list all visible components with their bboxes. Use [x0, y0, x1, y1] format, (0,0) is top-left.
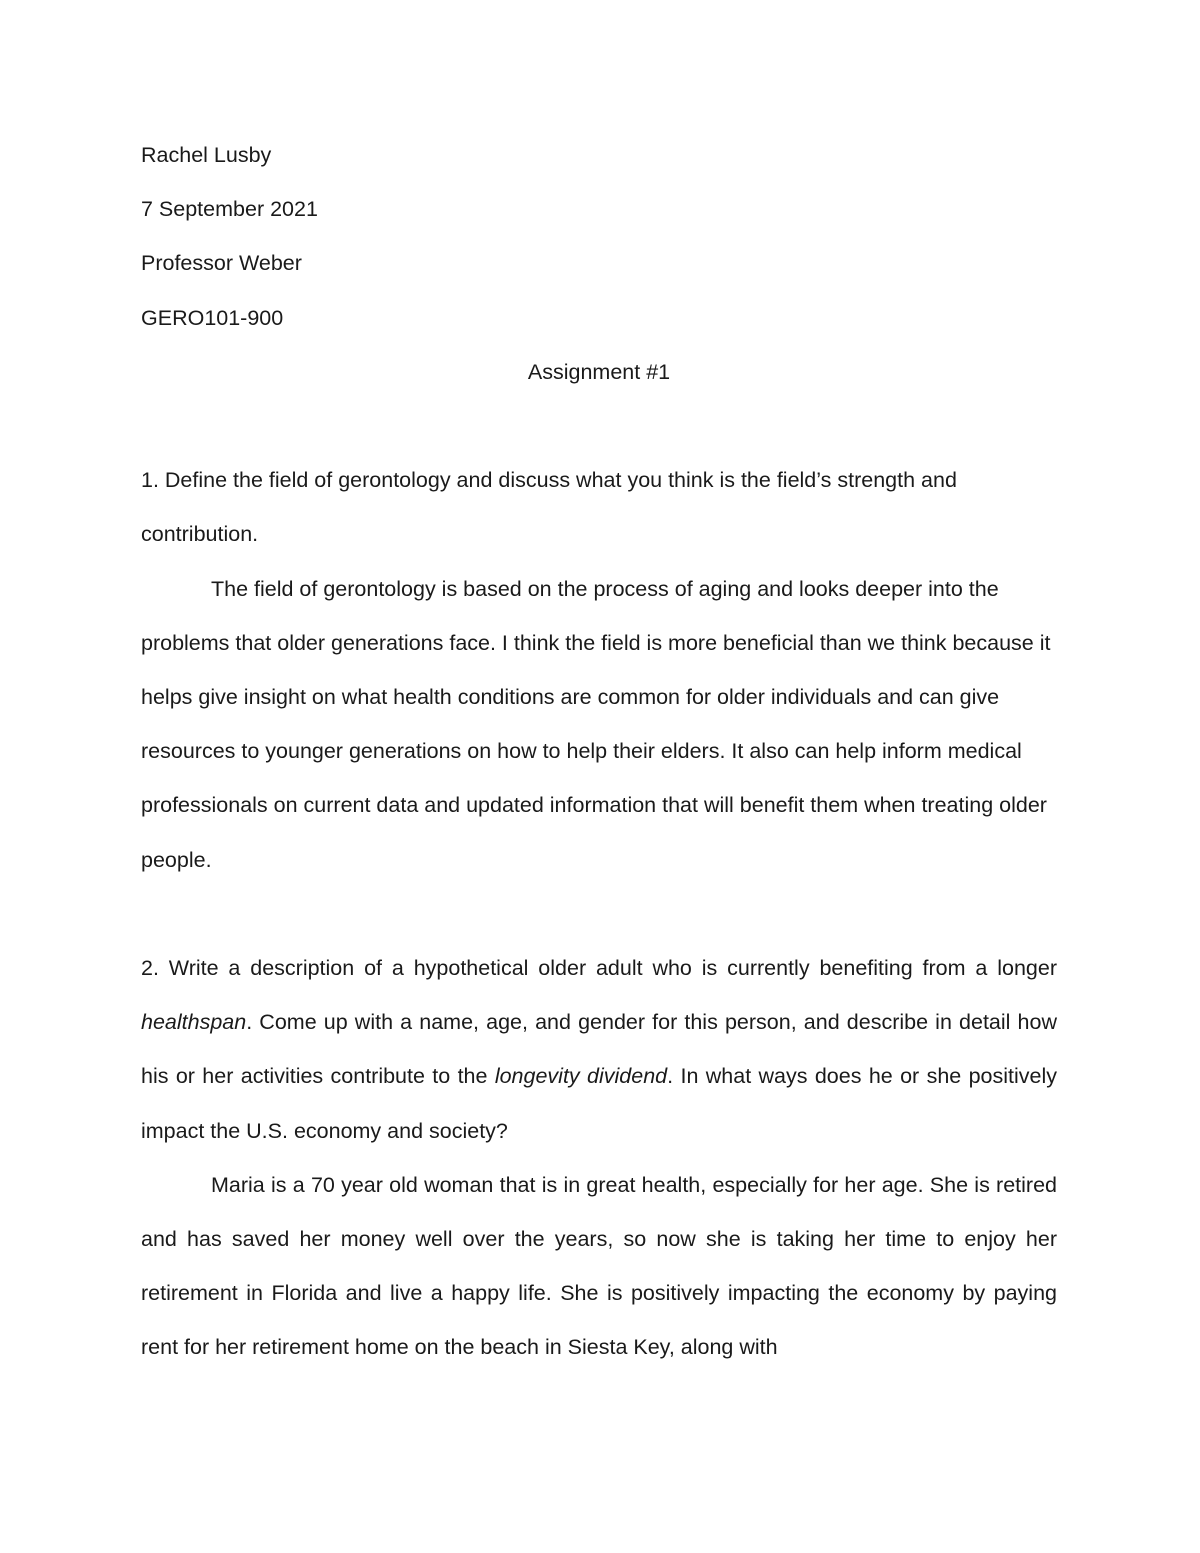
question-2-text: 2. Write a description of a hypothetical older adult who is currently benefiting from a longer	[141, 956, 1057, 981]
answer-2: Maria is a 70 year old woman that is in great health, especially for her age. She is retired and has saved her money well over the years, so now she is taking her time to enjoy her retirement in Florida and live a happy life. She is positively impacting the economy by paying rent for her retirement home on the beach in Siesta Key, along with	[141, 1172, 1057, 1360]
spacer	[141, 887, 1057, 941]
question-2	[141, 941, 1057, 1158]
submission-date: 7 September 2021	[141, 197, 318, 222]
course-code: GERO101-900	[141, 305, 284, 330]
student-name: Rachel Lusby	[141, 143, 272, 167]
answer-1: The field of gerontology is based on the process of aging and looks deeper into the problems that older generations face. I think the field is more beneficial than we think because it helps give insight on what health conditions are common for older individuals and can give resources to younger generations on how to help their elders. It also can help inform medical professionals on current data and updated information that will benefit them when treating older people.	[141, 576, 1051, 872]
question-1: 1. Define the field of gerontology and discuss what you think is the field’s strength and contribution.	[141, 468, 957, 547]
question-2-text: . In what ways does he or she positively impact the U.S. economy and society?	[141, 1064, 1058, 1143]
question-2-italic-term: healthspan	[141, 1010, 247, 1035]
professor-name: Professor Weber	[141, 251, 302, 276]
question-2-text: . Come up with a name, age, and gender for this person, and describe in detail how his or her activities contribute to the	[141, 1010, 1057, 1089]
question-2-italic-term: longevity dividend	[494, 1064, 668, 1089]
spacer	[141, 399, 1057, 453]
document-body	[141, 128, 1057, 1375]
assignment-title: Assignment #1	[527, 359, 671, 384]
